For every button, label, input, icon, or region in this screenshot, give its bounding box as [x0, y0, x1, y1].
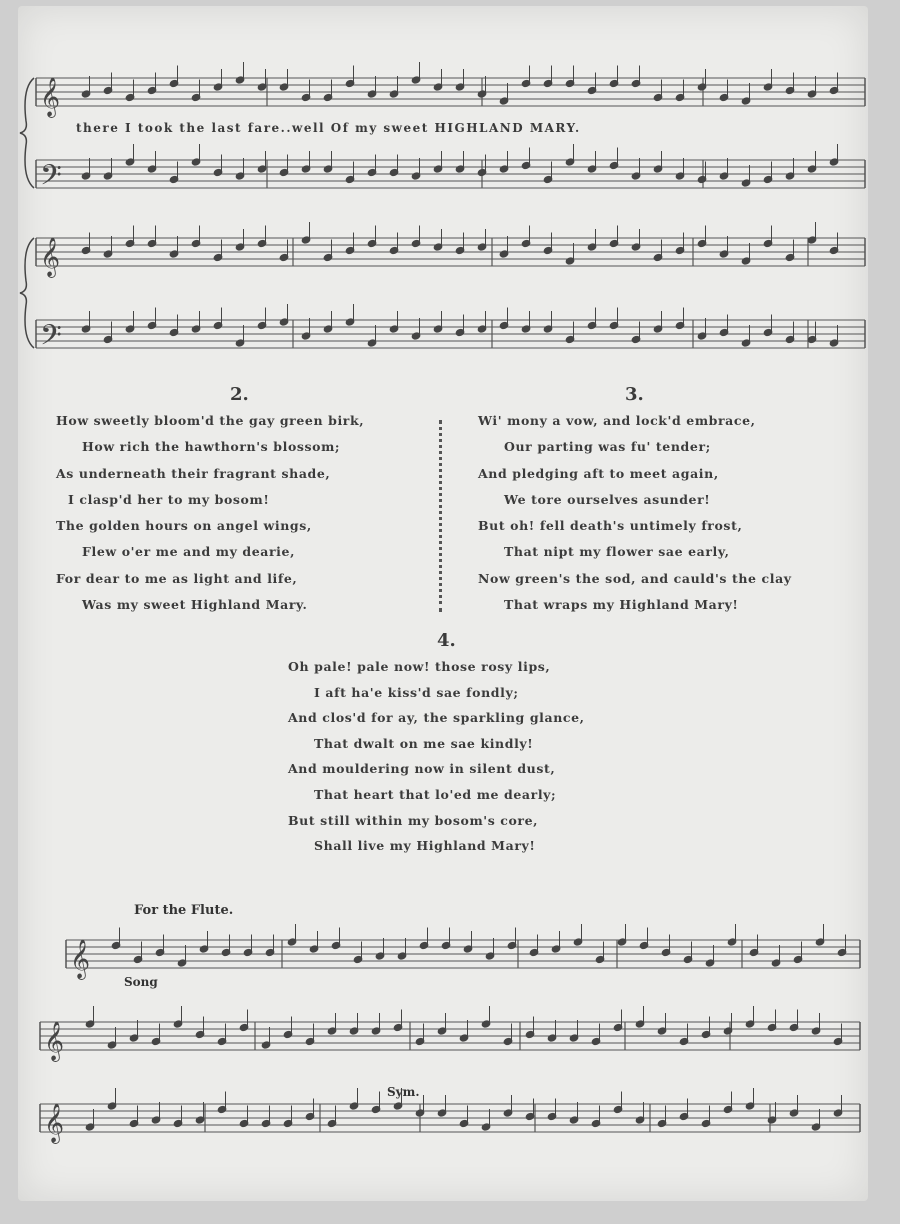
verse-line: And clos'd for ay, the sparkling glance, [288, 710, 585, 726]
verse-3 [478, 408, 792, 618]
verse-line: That nipt my flower sae early, [504, 544, 730, 560]
svg-text:𝄞: 𝄞 [44, 1103, 65, 1143]
song-label: Song [124, 975, 158, 989]
verse-line: For dear to me as light and life, [56, 570, 298, 586]
verse-line: As underneath their fragrant shade, [56, 465, 331, 481]
song-lyric-line: there I took the last fare..well Of my sweet HIGHLAND MARY. [76, 121, 581, 135]
flute-section-title: For the Flute. [134, 903, 234, 918]
verse-line: That wraps my Highland Mary! [504, 597, 739, 613]
verse-line: Oh pale! pale now! those rosy lips, [288, 659, 551, 674]
verse-line: But oh! fell death's untimely frost, [478, 518, 743, 534]
svg-text:𝄞: 𝄞 [70, 939, 91, 979]
verse-number-2: 2. [230, 384, 249, 405]
svg-text:𝄞: 𝄞 [44, 1021, 65, 1061]
verse-line: The golden hours on angel wings, [56, 518, 312, 534]
verse-line: That dwalt on me sae kindly! [314, 735, 534, 751]
verse-line: We tore ourselves asunder! [504, 491, 711, 507]
verse-number-3: 3. [625, 384, 644, 405]
verse-2 [56, 408, 364, 618]
verse-line: I aft ha'e kiss'd sae fondly; [314, 684, 519, 700]
verse-line: Was my sweet Highland Mary. [82, 597, 308, 613]
sym-label: Sym. [387, 1085, 420, 1099]
svg-text:𝄢: 𝄢 [40, 319, 62, 359]
verse-line: I clasp'd her to my bosom! [68, 491, 270, 507]
verse-line: Wi' mony a vow, and lock'd embrace, [478, 413, 756, 428]
verse-divider [439, 420, 442, 612]
svg-text:𝄞: 𝄞 [40, 237, 61, 277]
svg-text:𝄢: 𝄢 [40, 159, 62, 199]
verse-line: Now green's the sod, and cauld's the clay [478, 570, 792, 586]
verse-line: How sweetly bloom'd the gay green birk, [56, 413, 365, 428]
verse-line: But still within my bosom's core, [288, 812, 539, 828]
verse-line: Flew o'er me and my dearie, [82, 544, 296, 560]
verse-number-4: 4. [437, 630, 456, 651]
verse-line: Our parting was fu' tender; [504, 439, 711, 455]
svg-text:𝄞: 𝄞 [40, 77, 61, 117]
verse-line: And pledging aft to meet again, [478, 465, 719, 481]
verse-line: Shall live my Highland Mary! [314, 838, 536, 854]
verse-4 [288, 654, 585, 859]
verse-line: And mouldering now in silent dust, [288, 761, 556, 777]
verse-line: That heart that lo'ed me dearly; [314, 786, 557, 802]
verse-line: How rich the hawthorn's blossom; [82, 439, 341, 455]
